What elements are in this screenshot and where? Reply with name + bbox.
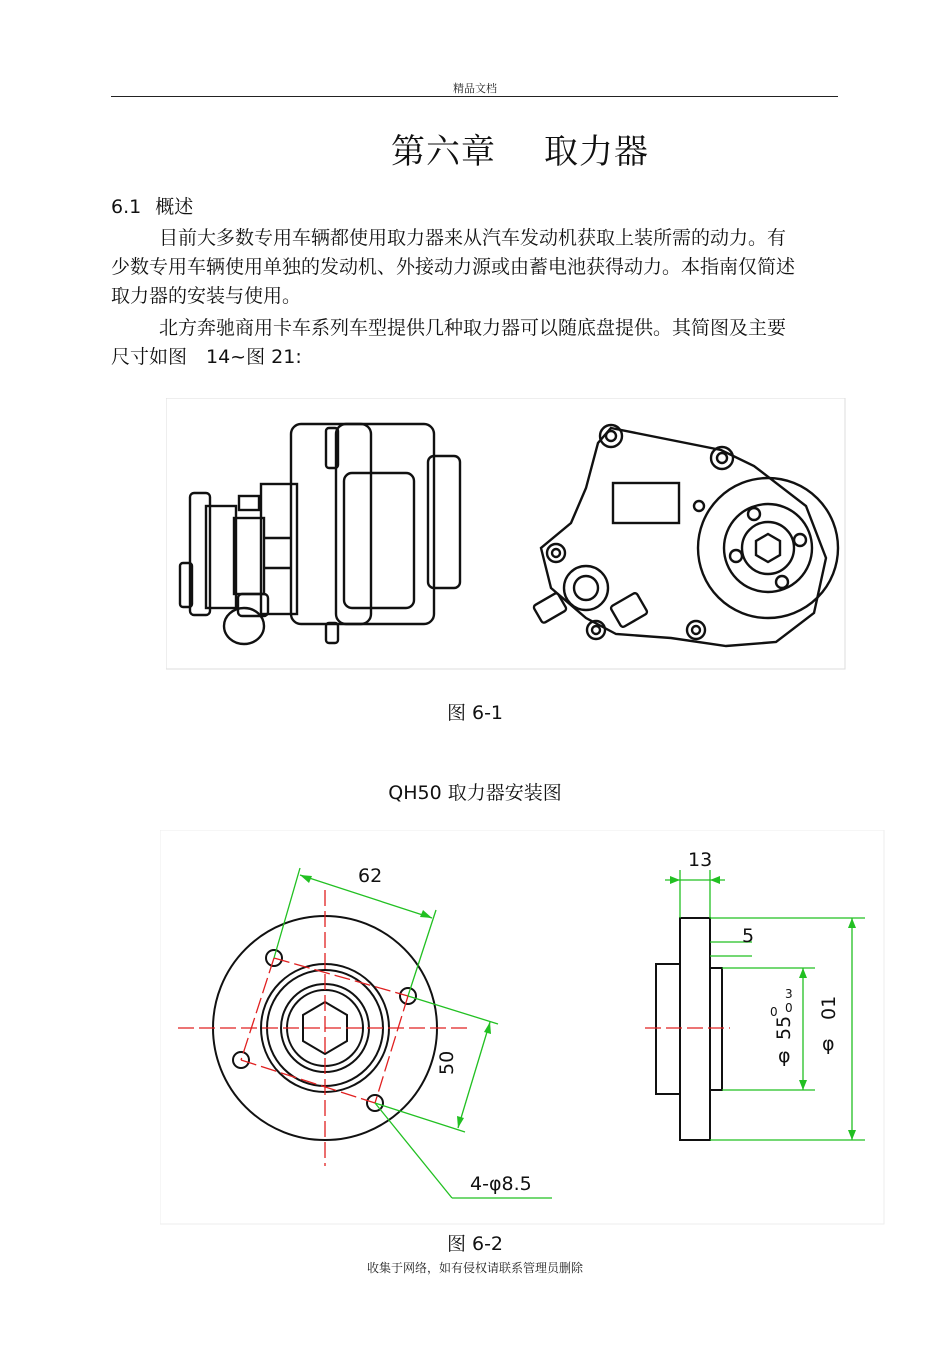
page-footer: 收集于网络，如有侵权请联系管理员删除 [366, 1261, 583, 1275]
figure-6-2-caption: 图 6-2 [446, 1233, 504, 1255]
dim-pilot-tol-zero: 0 [785, 1001, 793, 1015]
dim-hole: 4-φ8.5 [470, 1173, 532, 1195]
dim-bolt-spacing: 62 [358, 865, 383, 887]
paragraph-intro: 目前大多数专用车辆都使用取力器来从汽车发动机获取上装所需的动力。有少数专用车辆使用单独的发动机、外接动力源或由蓄电池获得动力。本指南仅简述取力器的安装与使用。 [111, 227, 796, 307]
section-number: 6.1 [111, 196, 142, 218]
section-title: 概述 [155, 196, 194, 218]
figure-6-2-drawing [160, 830, 885, 1225]
dim-pilot-tol-upper: 3 [785, 987, 793, 1001]
section-heading [111, 192, 193, 219]
figure-6-2-title: QH50 取力器安装图 [388, 782, 562, 804]
header-rule [111, 96, 838, 97]
dim-step: 5 [742, 925, 755, 947]
dim-pilot-tol-lower: 0 [770, 1005, 778, 1019]
dim-thickness: 13 [688, 849, 713, 871]
dim-outer-phi: φ [822, 1033, 835, 1055]
dim-pilot-value: 55 [773, 1015, 795, 1040]
chapter-name: 取力器 [544, 132, 649, 172]
dim-pitch: 50 [436, 1050, 458, 1075]
dim-outer-value: 01 [818, 995, 840, 1020]
dim-pilot-phi: φ [778, 1045, 791, 1067]
figure-6-1-drawing [166, 398, 846, 670]
figure-6-1-caption: 图 6-1 [446, 702, 504, 724]
chapter-title [0, 124, 950, 173]
page-header: 精品文档 [453, 82, 497, 95]
chapter-number: 第六章 [391, 132, 496, 172]
paragraph-models: 北方奔驰商用卡车系列车型提供几种取力器可以随底盘提供。其简图及主要尺寸如图 14~图 21: [111, 317, 787, 368]
